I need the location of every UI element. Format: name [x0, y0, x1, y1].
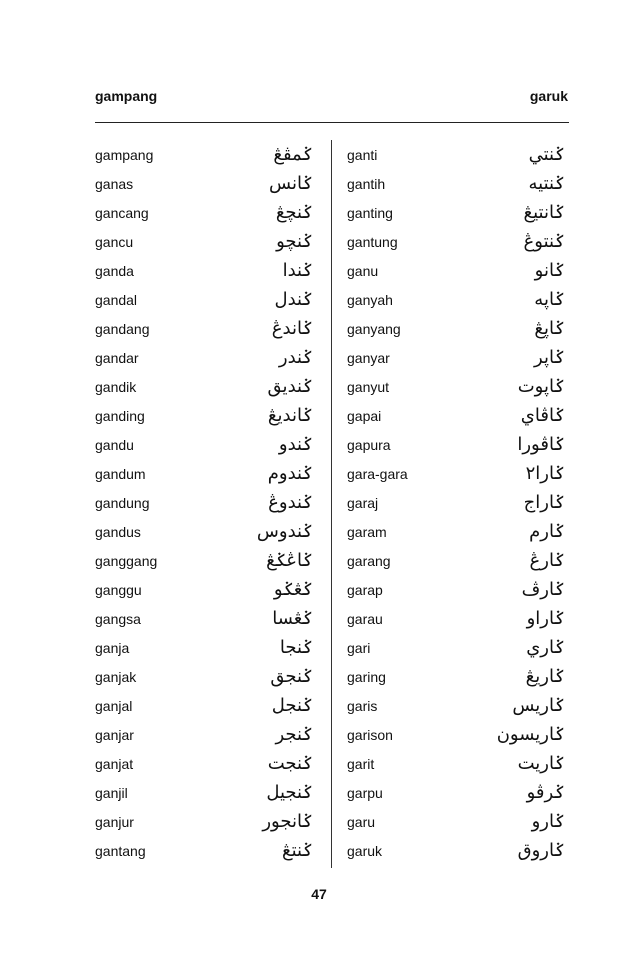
jawi-word: ݢنجت — [267, 753, 313, 774]
entry-row — [347, 140, 565, 169]
entry-row — [347, 314, 565, 343]
jawi-word: ݢنديق — [267, 376, 313, 397]
jawi-word: ݢاريس — [512, 695, 565, 716]
entry-row — [95, 430, 313, 459]
rumi-word: garau — [347, 610, 383, 627]
jawi-word: ݢاريسون — [496, 724, 565, 745]
jawi-word: ݢاروق — [517, 840, 565, 861]
jawi-word: ݢنتيه — [528, 173, 565, 194]
jawi-word: ݢانو — [534, 260, 565, 281]
jawi-word: ݢندر — [278, 347, 313, 368]
entry-row — [95, 198, 313, 227]
entry-row — [347, 546, 565, 575]
rumi-word: ganding — [95, 407, 145, 424]
rumi-word: ganyang — [347, 320, 401, 337]
rumi-word: garap — [347, 581, 383, 598]
jawi-word: ݢندو — [278, 434, 313, 455]
rumi-word: ganas — [95, 175, 134, 192]
rumi-word: ganting — [347, 204, 393, 221]
rumi-word: gandang — [95, 320, 150, 337]
rumi-word: ganja — [95, 639, 130, 656]
jawi-word: ݢانتيڠ — [523, 202, 565, 223]
jawi-word: ݢنچو — [276, 231, 313, 252]
entry-row — [347, 372, 565, 401]
jawi-word: ݢنجل — [271, 695, 313, 716]
rumi-word: garing — [347, 668, 386, 685]
rumi-word: gantang — [95, 842, 146, 859]
jawi-word: ݢنچڠ — [275, 202, 313, 223]
rumi-word: gampang — [95, 146, 154, 163]
jawi-word: ݢندوم — [267, 463, 313, 484]
rumi-word: garaj — [347, 494, 379, 511]
rumi-word: ganu — [347, 262, 379, 279]
jawi-word: ݢارڤ — [521, 579, 565, 600]
jawi-word: ݢانديڠ — [267, 405, 313, 426]
jawi-word: ݢاڽر — [534, 347, 565, 368]
rumi-word: gandum — [95, 465, 146, 482]
jawi-word: ݢاندڠ — [271, 318, 313, 339]
entry-row — [347, 575, 565, 604]
entry-row — [95, 778, 313, 807]
rumi-word: ganjar — [95, 726, 134, 743]
entry-row — [95, 314, 313, 343]
entry-row — [347, 662, 565, 691]
rumi-word: gari — [347, 639, 371, 656]
rumi-word: gantung — [347, 233, 398, 250]
jawi-word: ݢنجق — [270, 666, 313, 687]
right-column — [347, 140, 565, 865]
entry-row — [347, 604, 565, 633]
entry-row — [347, 633, 565, 662]
jawi-word: ݢاڽڠ — [534, 318, 565, 339]
jawi-word: ݢارم — [529, 521, 565, 542]
rumi-word: garang — [347, 552, 391, 569]
entry-row — [95, 633, 313, 662]
jawi-word: ݢنتوڠ — [523, 231, 565, 252]
entry-row — [347, 517, 565, 546]
jawi-word: ݢاراج — [523, 492, 565, 513]
rumi-word: garis — [347, 697, 378, 714]
rumi-word: ganjat — [95, 755, 134, 772]
rumi-word: gancang — [95, 204, 149, 221]
rumi-word: ganti — [347, 146, 378, 163]
jawi-word: ݢاڠݢڠ — [266, 550, 313, 571]
jawi-word: ݢارو — [531, 811, 565, 832]
jawi-word: ݢندل — [274, 289, 313, 310]
rumi-word: ganyar — [347, 349, 390, 366]
entry-row — [95, 575, 313, 604]
entry-row — [347, 227, 565, 256]
jawi-word: ݢمڤڠ — [273, 144, 313, 165]
rumi-word: ganggu — [95, 581, 142, 598]
rumi-word: garison — [347, 726, 393, 743]
entry-row — [95, 691, 313, 720]
jawi-word: ݢاريڠ — [525, 666, 565, 687]
entry-row — [347, 285, 565, 314]
entry-row — [347, 459, 565, 488]
guide-word-left: gampang — [95, 88, 158, 104]
guide-word-right: garuk — [529, 88, 568, 104]
rumi-word: gandal — [95, 291, 138, 308]
entry-row — [347, 488, 565, 517]
rumi-word: garpu — [347, 784, 383, 801]
jawi-word: ݢنجر — [275, 724, 313, 745]
entry-row — [347, 807, 565, 836]
jawi-word: ݢاريت — [517, 753, 565, 774]
entry-row — [347, 430, 565, 459]
rumi-word: gandus — [95, 523, 141, 540]
jawi-word: ݢندوس — [256, 521, 313, 542]
entry-row — [347, 691, 565, 720]
rumi-word: gantih — [347, 175, 386, 192]
header-rule — [95, 122, 569, 123]
rumi-word: gandu — [95, 436, 134, 453]
jawi-word: ݢاڤورا — [517, 434, 565, 455]
rumi-word: garam — [347, 523, 387, 540]
jawi-word: ݢاڤاي — [520, 405, 565, 426]
entry-row — [95, 807, 313, 836]
jawi-word: ݢنجيل — [266, 782, 313, 803]
page-number: 47 — [311, 886, 327, 902]
entry-row — [95, 604, 313, 633]
jawi-word: ݢندا — [282, 260, 313, 281]
jawi-word: ݢنتي — [528, 144, 565, 165]
entry-row — [95, 169, 313, 198]
entry-row — [95, 662, 313, 691]
rumi-word: gancu — [95, 233, 134, 250]
jawi-word: ݢرڤو — [526, 782, 565, 803]
rumi-word: ganyut — [347, 378, 390, 395]
rumi-word: ganda — [95, 262, 134, 279]
jawi-word: ݢاڽوت — [517, 376, 565, 397]
jawi-word: ݢنتڠ — [282, 840, 313, 861]
rumi-word: ganjil — [95, 784, 128, 801]
rumi-word: gandik — [95, 378, 137, 395]
jawi-word: ݢانس — [269, 173, 313, 194]
entry-row — [347, 749, 565, 778]
entry-row — [95, 343, 313, 372]
left-column — [95, 140, 313, 865]
jawi-word: ݢارڠ — [529, 550, 565, 571]
entry-row — [95, 749, 313, 778]
entry-row — [95, 256, 313, 285]
entry-row — [347, 836, 565, 865]
jawi-word: ݢاڽه — [534, 289, 565, 310]
jawi-word: ݢاري — [526, 637, 565, 658]
rumi-word: ganjak — [95, 668, 137, 685]
entry-row — [95, 285, 313, 314]
entry-row — [95, 459, 313, 488]
jawi-word: ݢانجور — [262, 811, 313, 832]
rumi-word: garu — [347, 813, 376, 830]
entry-row — [347, 778, 565, 807]
jawi-word: ݢنجا — [279, 637, 313, 658]
rumi-word: garuk — [347, 842, 383, 859]
jawi-word: ݢڠسا — [272, 608, 313, 629]
entry-row — [95, 836, 313, 865]
entry-row — [347, 720, 565, 749]
rumi-word: ganggang — [95, 552, 158, 569]
entry-row — [95, 720, 313, 749]
entry-row — [347, 343, 565, 372]
rumi-word: ganjur — [95, 813, 134, 830]
entry-row — [347, 256, 565, 285]
entry-row — [95, 227, 313, 256]
rumi-word: ganjal — [95, 697, 133, 714]
jawi-word: ݢندوڠ — [268, 492, 313, 513]
entry-row — [95, 517, 313, 546]
rumi-word: garit — [347, 755, 375, 772]
entry-row — [347, 169, 565, 198]
rumi-word: gandar — [95, 349, 139, 366]
rumi-word: gara-gara — [347, 465, 408, 482]
jawi-word: ݢڠݢو — [273, 579, 313, 600]
entry-row — [95, 546, 313, 575]
entry-row — [95, 372, 313, 401]
entry-row — [95, 488, 313, 517]
rumi-word: gapura — [347, 436, 391, 453]
rumi-word: gapai — [347, 407, 382, 424]
entry-row — [95, 401, 313, 430]
rumi-word: gangsa — [95, 610, 141, 627]
entry-row — [347, 198, 565, 227]
entry-row — [95, 140, 313, 169]
jawi-word: ݢاراو — [526, 608, 565, 629]
rumi-word: gandung — [95, 494, 150, 511]
jawi-word: ݢارا٢ — [525, 463, 565, 484]
column-divider — [331, 140, 332, 868]
rumi-word: ganyah — [347, 291, 393, 308]
entry-row — [347, 401, 565, 430]
